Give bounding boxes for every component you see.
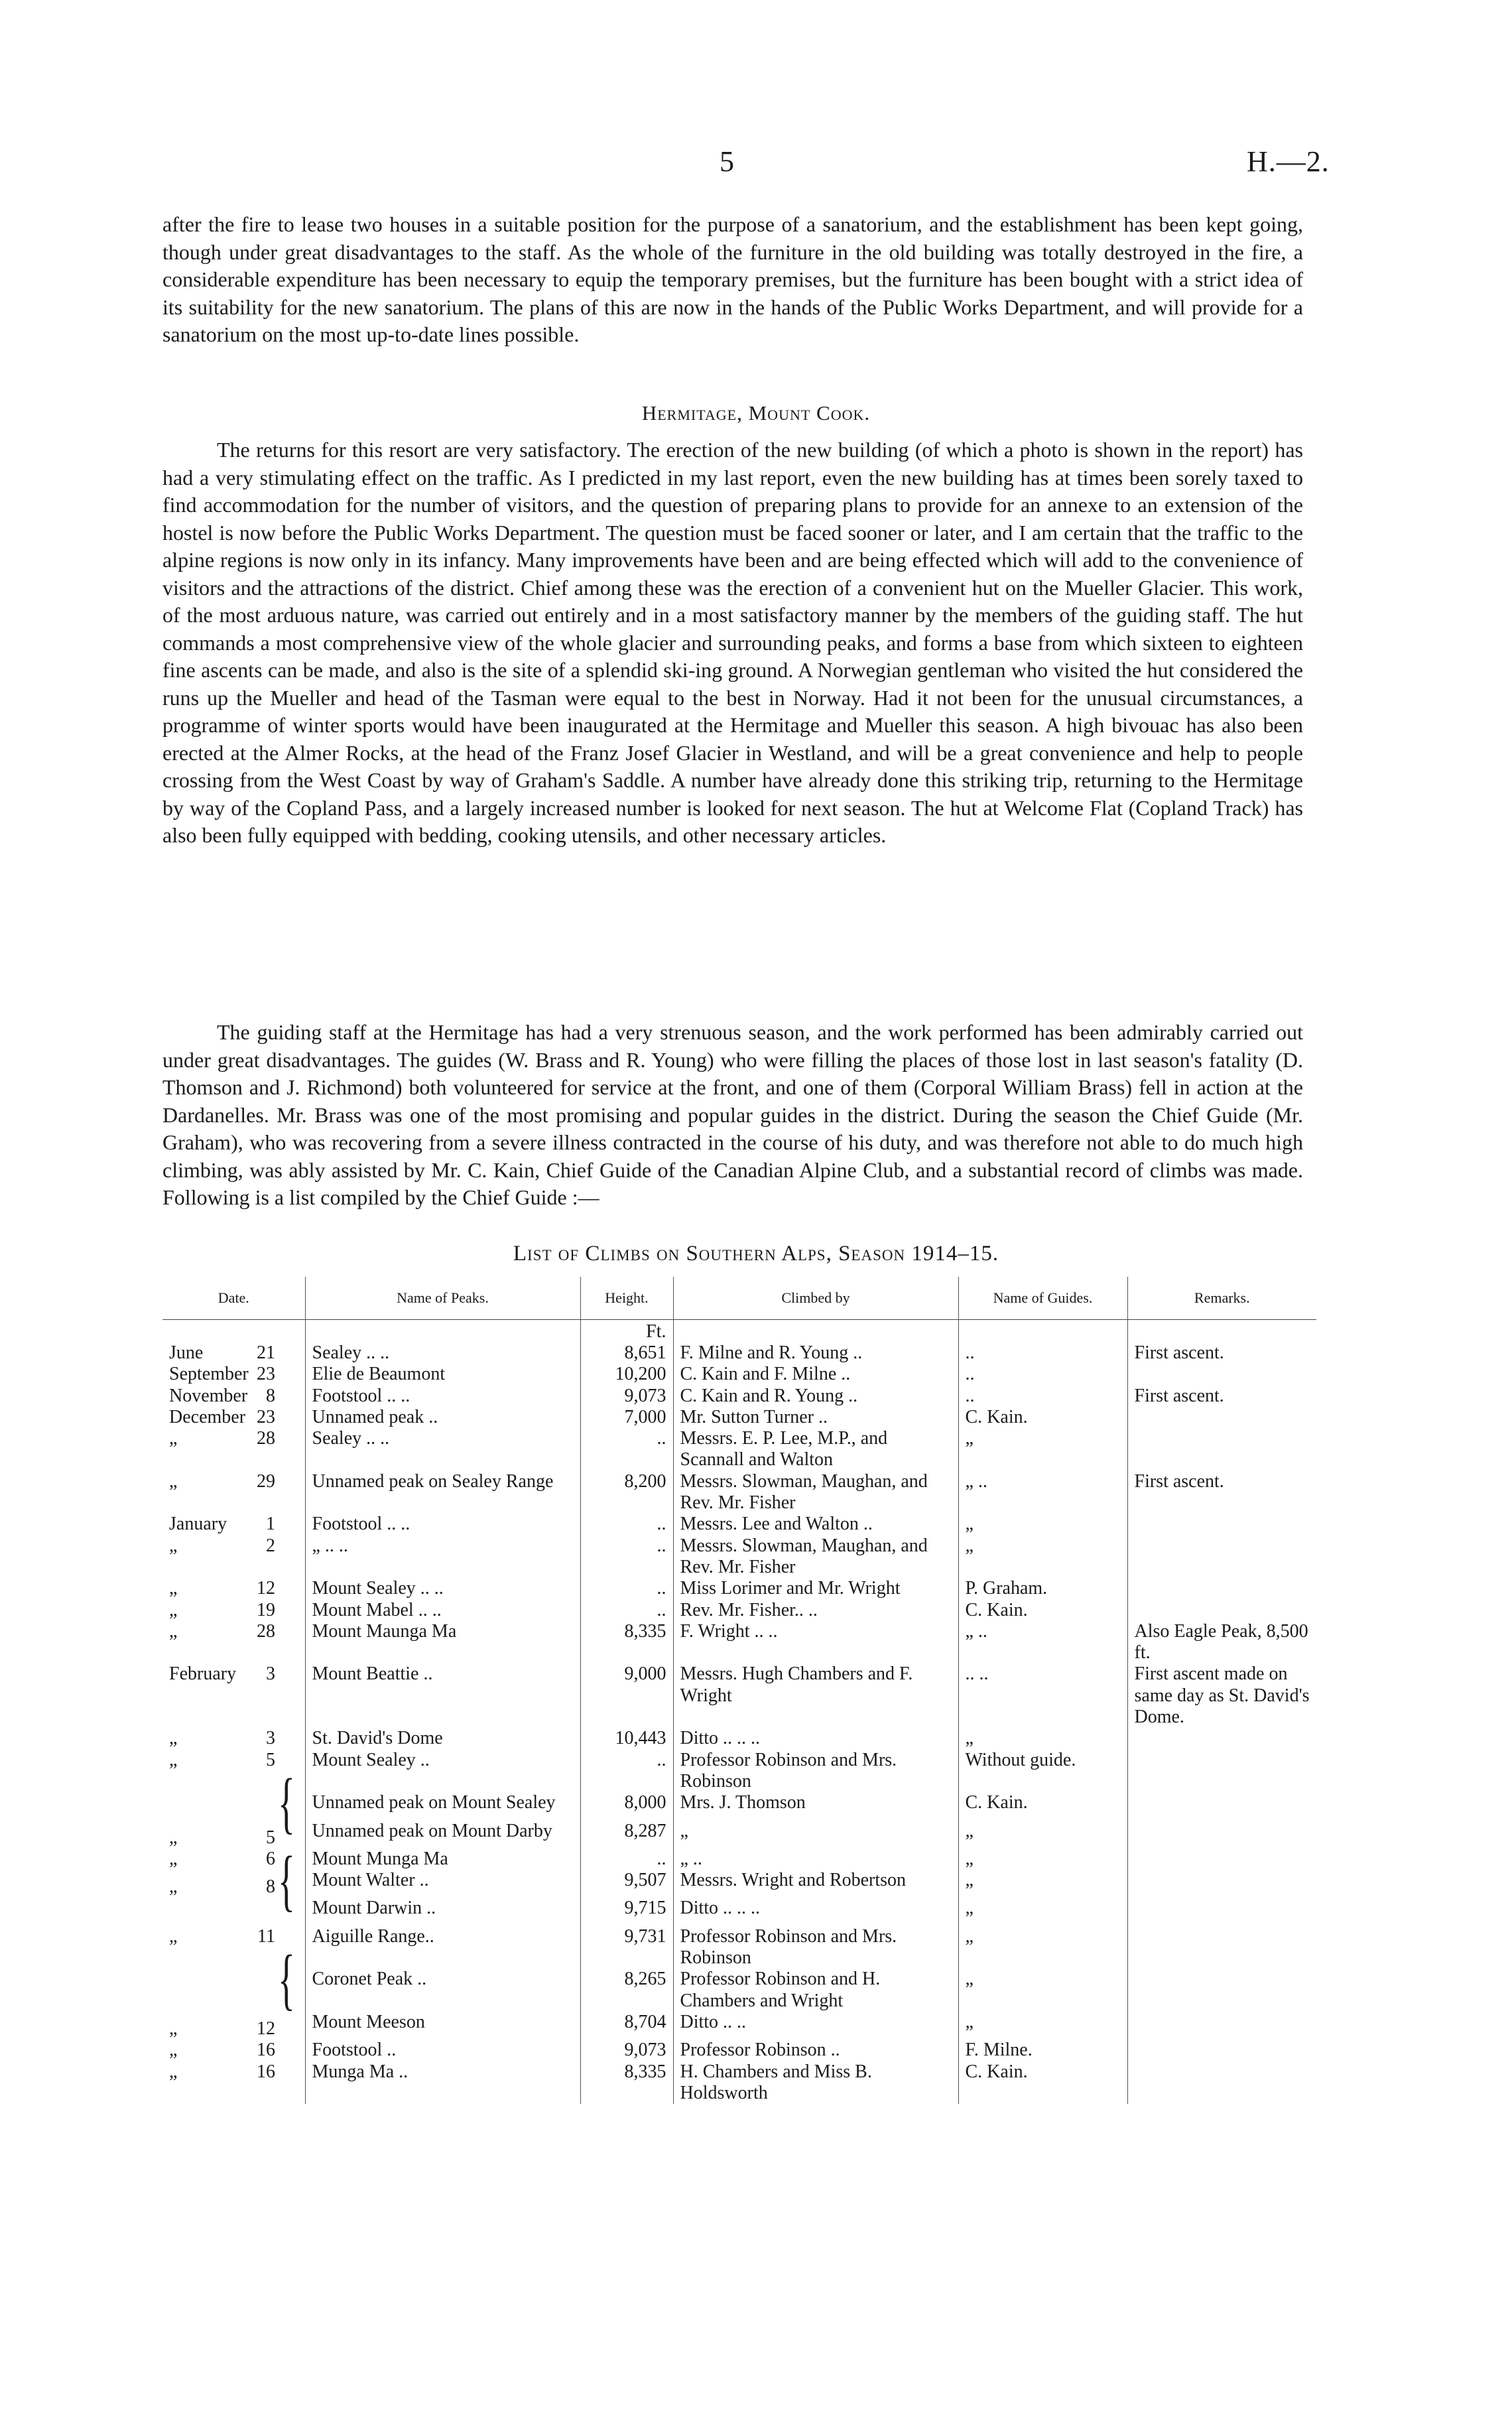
remarks-cell [1127, 1898, 1316, 1925]
peak-cell: Sealey .. .. [305, 1342, 580, 1364]
height-cell: 8,265 [580, 1969, 673, 2012]
paragraph-sanatorium [162, 211, 1303, 349]
date-cell [162, 1342, 305, 1364]
guide-cell: C. Kain. [958, 1600, 1127, 1621]
climbed-by-cell: Messrs. Slowman, Maughan, and Rev. Mr. Fisher [673, 1471, 958, 1514]
guide-cell: C. Kain. [958, 2061, 1127, 2105]
climbed-by-cell: C. Kain and F. Milne .. [673, 1364, 958, 1385]
remarks-cell [1127, 1600, 1316, 1621]
date-day: 28 [257, 1620, 275, 1642]
table-body [162, 1320, 1316, 2105]
remarks-cell: First ascent. [1134, 1470, 1224, 1492]
climbed-by-cell: Professor Robinson and Mrs. Robinson [673, 1750, 958, 1793]
date-day: 6 [266, 1848, 275, 1869]
climbed-by-cell: Miss Lorimer and Mr. Wright [673, 1578, 958, 1599]
guide-cell: „ [958, 1926, 1127, 1969]
climbed-by-cell: F. Milne and R. Young .. [673, 1342, 958, 1364]
date-cell [162, 2061, 305, 2105]
climbed-by-cell: Ditto .. .. .. [673, 1898, 958, 1925]
climbed-by-cell: „ .. [673, 1849, 958, 1870]
date-day: 23 [257, 1364, 275, 1385]
guide-cell: C. Kain. [958, 1407, 1127, 1428]
climbed-by-cell: „ [673, 1821, 958, 1849]
date-day: 23 [257, 1406, 275, 1427]
table-row [162, 1849, 1316, 1870]
date-cell [162, 1765, 305, 1841]
climbed-by-cell: Professor Robinson and Mrs. Robinson [673, 1926, 958, 1969]
date-day: 11 [257, 1925, 275, 1947]
table-header-row [162, 1277, 1316, 1320]
column-header: Remarks. [1127, 1277, 1316, 1320]
remarks-cell [1127, 1728, 1316, 1749]
table-row [162, 1663, 1316, 1728]
table-row [162, 1342, 1316, 1364]
peak-cell: Unnamed peak .. [305, 1407, 580, 1428]
date-month: „ [169, 1827, 178, 1848]
date-cell [162, 1364, 305, 1385]
remarks-cell [1127, 1849, 1316, 1870]
remarks-cell [1127, 1514, 1316, 1535]
table-row [162, 1926, 1316, 1969]
guide-cell: „ [958, 1514, 1127, 1535]
date-month: January [169, 1514, 227, 1535]
guide-cell: „ .. [958, 1471, 1127, 1514]
unit-row [162, 1320, 1316, 1343]
table-row [162, 1792, 1316, 1820]
date-month: „ [169, 1578, 178, 1599]
date-day: 5 [266, 1827, 275, 1848]
climbed-by-cell: Rev. Mr. Fisher.. .. [673, 1600, 958, 1621]
peak-cell: St. David's Dome [305, 1728, 580, 1749]
climbed-by-cell: C. Kain and R. Young .. [673, 1386, 958, 1407]
date-day: 16 [257, 2061, 275, 2082]
date-month: February [169, 1663, 237, 1685]
height-cell: 8,704 [580, 2012, 673, 2040]
climbed-by-cell: Mrs. J. Thomson [673, 1792, 958, 1820]
date-cell [162, 1514, 305, 1535]
table-row [162, 2012, 1316, 2040]
height-cell: 9,073 [580, 2040, 673, 2061]
date-month: „ [169, 1428, 178, 1449]
section-heading: Hermitage, Mount Cook. [641, 401, 871, 424]
paragraph-text: The guiding staff at the Hermitage has had a very strenuous season, and the work performed has been admirably carried out under great disadvantages. The guides (W. Brass and R. Young) who were filling the places of those lost in last season's fatality (D. Thomson and J. Richmond) both volunteered for service at the front, and one of them (Corporal William Brass) fell in action at the Dardanelles. Mr. Brass was one of the most promising and popular guides in the district. During the season the Chief Guide (Mr. Graham), who was recovering from a severe illness contracted in the course of his duty, and was therefore not able to do much high climbing, was ably assisted by Mr. C. Kain, Chief Guide of the Canadian Alpine Club, and a substantial record of climbs was made. Following is a list compiled by the Chief Guide :— [162, 1020, 1303, 1209]
peak-cell: „ .. .. [305, 1535, 580, 1579]
date-day: 12 [257, 1578, 275, 1599]
date-day: 19 [257, 1599, 275, 1620]
height-cell: .. [580, 1578, 673, 1599]
height-cell: .. [580, 1750, 673, 1793]
peak-cell: Mount Mabel .. .. [305, 1600, 580, 1621]
date-day: 8 [266, 1876, 275, 1898]
height-cell: 10,200 [580, 1364, 673, 1385]
date-day: 16 [257, 2040, 275, 2061]
date-month: „ [169, 1749, 178, 1770]
table-row [162, 1364, 1316, 1385]
height-cell: 9,000 [580, 1663, 673, 1728]
remarks-cell: Also Eagle Peak, 8,500 ft. [1134, 1620, 1308, 1663]
guide-cell: „ [958, 1428, 1127, 1471]
peak-cell: Unnamed peak on Mount Darby [305, 1821, 580, 1849]
remarks-cell [1127, 1364, 1316, 1385]
remarks-cell: First ascent. [1134, 1385, 1224, 1406]
table-row [162, 1535, 1316, 1579]
height-cell: 8,000 [580, 1792, 673, 1820]
climbed-by-cell: Messrs. Lee and Walton .. [673, 1514, 958, 1535]
peak-cell: Aiguille Range.. [305, 1926, 580, 1969]
peak-cell: Coronet Peak .. [305, 1969, 580, 2012]
peak-cell: Sealey .. .. [305, 1428, 580, 1471]
remarks-cell [1127, 1428, 1316, 1471]
date-day: 29 [257, 1470, 275, 1492]
table-row [162, 1407, 1316, 1428]
table-row [162, 1821, 1316, 1849]
peak-cell: Mount Darwin .. [305, 1898, 580, 1925]
guide-cell: „ [958, 1821, 1127, 1849]
height-cell: 9,715 [580, 1898, 673, 1925]
table-row [162, 1428, 1316, 1471]
climbed-by-cell: Mr. Sutton Turner .. [673, 1407, 958, 1428]
peak-cell: Mount Meeson [305, 2012, 580, 2040]
height-cell: 10,443 [580, 1728, 673, 1749]
remarks-cell [1127, 1792, 1316, 1820]
table-row [162, 2040, 1316, 2061]
column-header: Height. [580, 1277, 673, 1320]
date-month: „ [169, 2061, 178, 2082]
height-cell: .. [580, 1849, 673, 1870]
paragraph-text: after the fire to lease two houses in a suitable position for the purpose of a sanatorium, and the establishment has been kept going, though under great disadvantages to the staff. As the whole of the furniture in the old building was totally destroyed in the fire, a considerable expenditure has been necessary to equip the temporary premises, but the furniture has been bought with a strict idea of its suitability for the new sanatorium. The plans of this are now in the hands of the Public Works Department, and will provide for a sanatorium on the most up-to-date lines possible. [162, 212, 1303, 346]
guide-cell: C. Kain. [958, 1792, 1127, 1820]
height-unit: Ft. [580, 1320, 673, 1343]
date-cell [162, 1728, 305, 1749]
peak-cell: Mount Munga Ma [305, 1849, 580, 1870]
height-cell: 9,731 [580, 1926, 673, 1969]
climbed-by-cell: Messrs. Hugh Chambers and F. Wright [673, 1663, 958, 1728]
date-month: „ [169, 1535, 178, 1556]
remarks-cell [1127, 2040, 1316, 2061]
brace-mark: { [278, 1843, 295, 1919]
column-header: Name of Peaks. [305, 1277, 580, 1320]
brace-mark: { [278, 1941, 295, 2018]
remarks-cell: First ascent. [1134, 1342, 1224, 1363]
peak-cell: Unnamed peak on Mount Sealey [305, 1792, 580, 1820]
guide-cell: „ [958, 1728, 1127, 1749]
remarks-cell [1127, 1535, 1316, 1579]
guide-cell: .. [958, 1342, 1127, 1364]
climbed-by-cell: H. Chambers and Miss B. Holdsworth [673, 2061, 958, 2105]
date-cell [162, 1621, 305, 1664]
paragraph-text: The returns for this resort are very satisfactory. The erection of the new building (of which a photo is shown in the report) has had a very stimulating effect on the traffic. As I predicted in my last report, even the new building has at times been sorely taxed to find accommodation for the number of visitors, and the question of preparing plans to provide for an annexe to an extension of the hostel is now before the Public Works Department. The question must be faced sooner or later, and I am certain that the traffic to the alpine regions is now only in its infancy. Many improvements have been and are being effected which will add to the convenience of visitors and the attractions of the district. Chief among these was the erection of a convenient hut on the Mueller Glacier. This work, of the most arduous nature, was carried out entirely and in a most satisfactory manner by the members of the guiding staff. The hut commands a most comprehensive view of the whole glacier and surrounding peaks, and forms a base from which sixteen to eighteen fine ascents can be made, and also is the site of a splendid ski-ing ground. A Norwegian gentleman who visited the hut considered the runs up the Mueller and head of the Tasman were equal to the best in Norway. Had it not been for the unusual circumstances, a programme of winter sports would have been inaugurated at the Hermitage and Mueller this season. A high bivouac has also been erected at the Almer Rocks, at the head of the Franz Josef Glacier in Westland, and will be a great convenience and help to people crossing from the West Coast by way of Graham's Saddle. A number have already done this striking trip, returning to the Hermitage by way of the Copland Pass, and a largely increased number is looked for next season. The hut at Welcome Flat (Copland Track) has also been fully equipped with bedding, cooking utensils, and other necessary articles. [162, 438, 1303, 847]
date-cell [162, 1428, 305, 1471]
date-day: 28 [257, 1428, 275, 1449]
guide-cell: „ [958, 2012, 1127, 2040]
peak-cell: Mount Maunga Ma [305, 1621, 580, 1664]
paragraph-hermitage [162, 436, 1303, 850]
guide-cell: „ .. [958, 1621, 1127, 1664]
height-cell: 8,335 [580, 2061, 673, 2105]
table-row [162, 1578, 1316, 1599]
date-month: November [169, 1385, 248, 1406]
document-reference: H.—2. [1247, 145, 1330, 178]
peak-cell: Mount Sealey .. .. [305, 1578, 580, 1599]
guide-cell: „ [958, 1898, 1127, 1925]
date-month: „ [169, 1470, 178, 1492]
date-day: 3 [266, 1663, 275, 1685]
date-day: 1 [266, 1514, 275, 1535]
guide-cell: F. Milne. [958, 2040, 1127, 2061]
climbed-by-cell: Ditto .. .. [673, 2012, 958, 2040]
table-row [162, 1898, 1316, 1925]
remarks-cell [1127, 1407, 1316, 1428]
date-month: „ [169, 1620, 178, 1642]
remarks-cell [1127, 1578, 1316, 1599]
date-month: September [169, 1364, 249, 1385]
peak-cell: Mount Walter .. [305, 1870, 580, 1898]
brace-mark: { [278, 1765, 295, 1841]
climbed-by-cell: Messrs. Wright and Robertson [673, 1870, 958, 1898]
climbed-by-cell: Messrs. Slowman, Maughan, and Rev. Mr. Fisher [673, 1535, 958, 1579]
remarks-cell [1127, 1969, 1316, 2012]
table-row [162, 1600, 1316, 1621]
table-row [162, 1471, 1316, 1514]
guide-cell: Without guide. [958, 1750, 1127, 1793]
date-month: „ [169, 1599, 178, 1620]
column-header: Name of Guides. [958, 1277, 1127, 1320]
table-title: List of Climbs on Southern Alps, Season 1914–15. [513, 1242, 999, 1266]
paragraph-guiding-staff [162, 1019, 1303, 1212]
date-month: December [169, 1406, 246, 1427]
guide-cell: .. .. [958, 1663, 1127, 1728]
guide-cell: „ [958, 1870, 1127, 1898]
date-cell [162, 1471, 305, 1514]
date-cell [162, 1843, 305, 1919]
date-day: 2 [266, 1535, 275, 1556]
height-cell: 8,651 [580, 1342, 673, 1364]
date-cell [162, 1941, 305, 2018]
table-row [162, 1386, 1316, 1407]
height-cell: 7,000 [580, 1407, 673, 1428]
guide-cell: .. [958, 1386, 1127, 1407]
climbs-table [162, 1277, 1316, 2104]
date-cell [162, 2040, 305, 2061]
table-row [162, 2061, 1316, 2105]
guide-cell: P. Graham. [958, 1578, 1127, 1599]
date-month: „ [169, 2040, 178, 2061]
height-cell: 9,507 [580, 1870, 673, 1898]
remarks-cell [1127, 2061, 1316, 2105]
guide-cell: „ [958, 1535, 1127, 1579]
table-row [162, 1750, 1316, 1793]
height-cell: .. [580, 1600, 673, 1621]
date-cell [162, 1407, 305, 1428]
remarks-cell [1127, 2012, 1316, 2040]
date-month: „ [169, 1848, 178, 1869]
climbed-by-cell: Professor Robinson and H. Chambers and Wright [673, 1969, 958, 2012]
peak-cell: Footstool .. .. [305, 1386, 580, 1407]
peak-cell: Mount Beattie .. [305, 1663, 580, 1728]
climbed-by-cell: F. Wright .. .. [673, 1621, 958, 1664]
page-number: 5 [720, 145, 734, 178]
date-month: „ [169, 1925, 178, 1947]
peak-cell: Munga Ma .. [305, 2061, 580, 2105]
date-month: „ [169, 1876, 178, 1898]
table-row [162, 1870, 1316, 1898]
height-cell: .. [580, 1535, 673, 1579]
date-month: „ [169, 1728, 178, 1749]
table-row [162, 1514, 1316, 1535]
date-cell [162, 1386, 305, 1407]
table-row [162, 1969, 1316, 2012]
remarks-cell [1127, 1926, 1316, 1969]
peak-cell: Footstool .. [305, 2040, 580, 2061]
date-month: June [169, 1342, 204, 1363]
climbed-by-cell: Messrs. E. P. Lee, M.P., and Scannall and Walton [673, 1428, 958, 1471]
height-cell: .. [580, 1514, 673, 1535]
date-month: „ [169, 2018, 178, 2039]
height-cell: 8,200 [580, 1471, 673, 1514]
guide-cell: „ [958, 1849, 1127, 1870]
guide-cell: .. [958, 1364, 1127, 1385]
peak-cell: Elie de Beaumont [305, 1364, 580, 1385]
height-cell: 9,073 [580, 1386, 673, 1407]
remarks-cell [1127, 1750, 1316, 1793]
column-header: Climbed by [673, 1277, 958, 1320]
date-day: 12 [257, 2018, 275, 2039]
date-cell [162, 1535, 305, 1579]
peak-cell: Footstool .. .. [305, 1514, 580, 1535]
date-day: 5 [266, 1749, 275, 1770]
remarks-cell [1127, 1821, 1316, 1849]
climbed-by-cell: Professor Robinson .. [673, 2040, 958, 2061]
date-day: 21 [257, 1342, 275, 1363]
date-day: 8 [266, 1385, 275, 1406]
table-row [162, 1621, 1316, 1664]
date-cell [162, 1663, 305, 1728]
column-header: Date. [162, 1277, 305, 1320]
date-cell [162, 1600, 305, 1621]
height-cell: 8,335 [580, 1621, 673, 1664]
climbed-by-cell: Ditto .. .. .. [673, 1728, 958, 1749]
guide-cell: „ [958, 1969, 1127, 2012]
date-day: 3 [266, 1728, 275, 1749]
table-row [162, 1728, 1316, 1749]
peak-cell: Mount Sealey .. [305, 1750, 580, 1793]
peak-cell: Unnamed peak on Sealey Range [305, 1471, 580, 1514]
height-cell: .. [580, 1428, 673, 1471]
remarks-cell: First ascent made on same day as St. David's Dome. [1134, 1663, 1310, 1728]
date-cell [162, 1578, 305, 1599]
height-cell: 8,287 [580, 1821, 673, 1849]
remarks-cell [1127, 1870, 1316, 1898]
